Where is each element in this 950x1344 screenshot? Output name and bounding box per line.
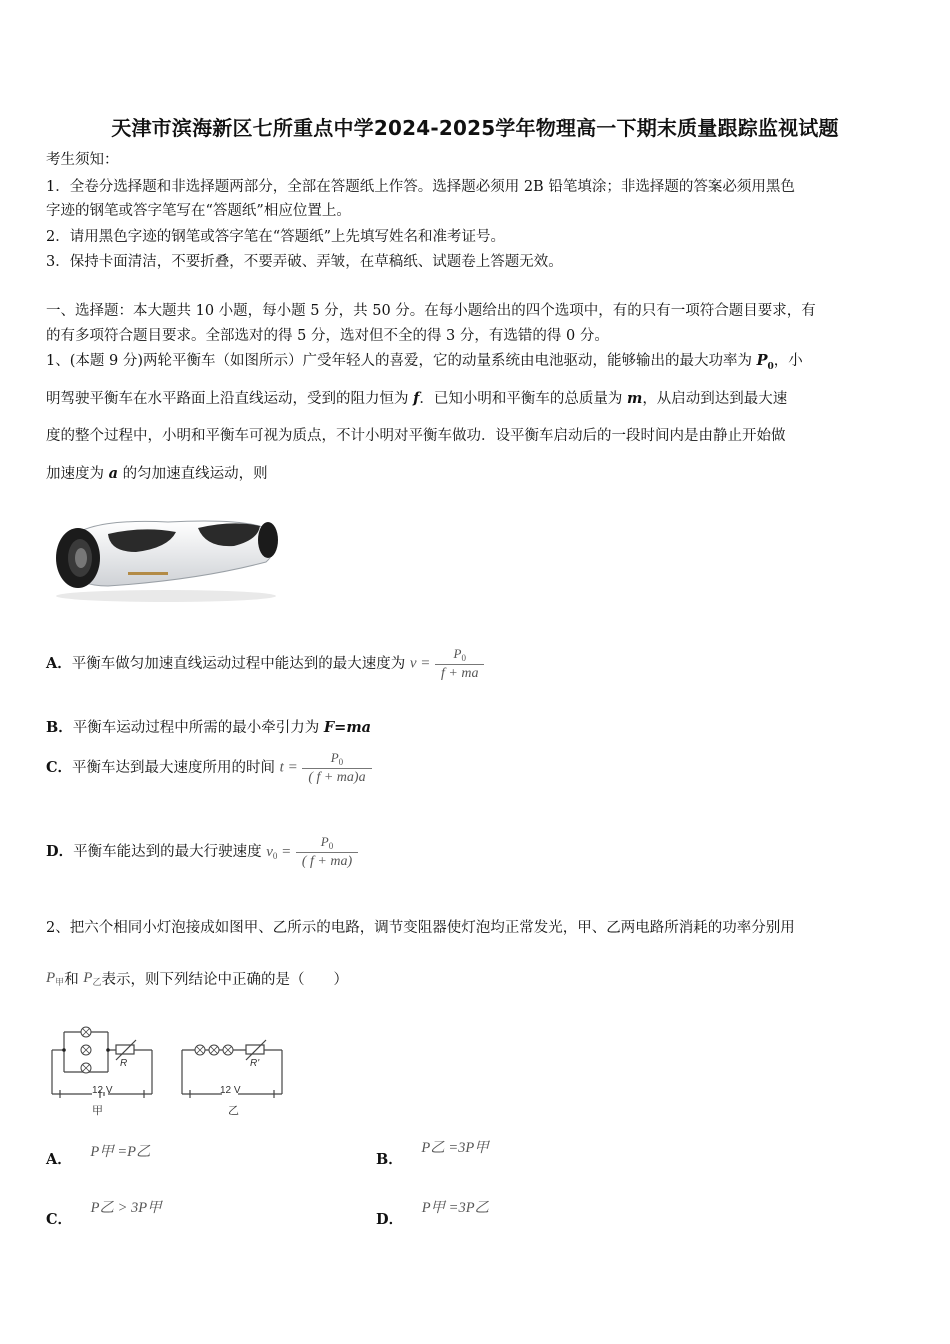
q1-line-4: 加速度为 a 的匀加速直线运动，则 xyxy=(46,465,268,482)
notice-heading: 考生须知： xyxy=(46,152,119,168)
q1-line-2: 明驾驶平衡车在水平路面上沿直线运动，受到的阻力恒为 f．已知小明和平衡车的总质量为 m，从启动到达到最大速 xyxy=(46,390,788,407)
notice-item-3: 3．保持卡面清洁，不要折叠，不要弄破、弄皱，在草稿纸、试题卷上答题无效。 xyxy=(46,254,563,270)
q1-option-c[interactable]: C．平衡车达到最大速度所用的时间 t = $\frac{P_0}{( f + ma)a}$ xyxy=(46,750,372,786)
q1-option-c-fraction: $\frac{P_0}{( f + ma)a}$ xyxy=(302,750,371,786)
q1-option-d-fraction: $\frac{P_0}{( f + ma)}$ xyxy=(296,834,358,870)
circuit-jia-caption: 甲 xyxy=(92,1105,103,1117)
notice-item-2: 2．请用黑色字迹的钢笔或答字笔在“答题纸”上先填写姓名和准考证号。 xyxy=(46,229,506,245)
q2-line-2: $P_甲$和 $P_乙$表示，则下列结论中正确的是（ ） xyxy=(46,970,348,988)
section-intro-cont: 的有多项符合题目要求。全部选对的得 5 分，选对但不全的得 3 分，有选错的得 0 分。 xyxy=(46,328,609,344)
notice-item-1-cont: 字迹的钢笔或答字笔写在“答题纸”相应位置上。 xyxy=(46,203,351,219)
circuit-jia-voltage: 12 V xyxy=(92,1085,113,1096)
q1-option-b[interactable]: B．平衡车运动过程中所需的最小牵引力为 F=ma xyxy=(46,719,372,736)
circuit-yi-caption: 乙 xyxy=(228,1105,239,1117)
q1-option-a[interactable]: A．平衡车做匀加速直线运动过程中能达到的最大速度为 v = $\frac{P_0}{f + ma}$ xyxy=(46,646,484,682)
section-intro: 一、选择题：本大题共 10 小题，每小题 5 分，共 50 分。在每小题给出的四个选项中，有的只有一项符合题目要求，有 xyxy=(46,303,816,319)
page-title: 天津市滨海新区七所重点中学2024-2025学年物理高一下期末质量跟踪监视试题 xyxy=(111,116,839,140)
circuit-yi-voltage: 12 V xyxy=(220,1085,241,1096)
circuit-yi-r-label: R' xyxy=(250,1058,260,1069)
q2-option-d[interactable]: D． P甲 =3P乙 xyxy=(376,1200,490,1228)
q1-line-1: 1、(本题 9 分)两轮平衡车（如图所示）广受年轻人的喜爱，它的动量系统由电池驱动，能够输出的最大功率为 $P_0$，小 xyxy=(46,352,803,372)
q2-option-b[interactable]: B． P乙 =3P甲 xyxy=(376,1140,489,1168)
circuit-jia-diagram xyxy=(48,1022,160,1120)
q2-option-a[interactable]: A． P甲 =P乙 xyxy=(46,1144,151,1168)
q1-line-3: 度的整个过程中，小明和平衡车可视为质点，不计小明对平衡车做功．设平衡车启动后的一段时间内是由静止开始做 xyxy=(46,428,786,444)
notice-item-1: 1．全卷分选择题和非选择题两部分，全部在答题纸上作答。选择题必须用 2B 铅笔填涂；非选择题的答案必须用黑色 xyxy=(46,179,795,195)
circuit-jia-r-label: R xyxy=(120,1058,128,1069)
circuit-yi-diagram xyxy=(176,1022,288,1120)
q1-option-d[interactable]: D．平衡车能达到的最大行驶速度 $v_0$ = $\frac{P_0}{( f + ma)}$ xyxy=(46,834,358,870)
hoverboard-image xyxy=(48,500,284,604)
q2-option-c[interactable]: C． P乙 > 3P甲 xyxy=(46,1200,162,1228)
q2-line-1: 2、把六个相同小灯泡接成如图甲、乙所示的电路，调节变阻器使灯泡均正常发光，甲、乙两电路所消耗的功率分别用 xyxy=(46,920,795,936)
q1-option-a-fraction: $\frac{P_0}{f + ma}$ xyxy=(435,646,484,682)
